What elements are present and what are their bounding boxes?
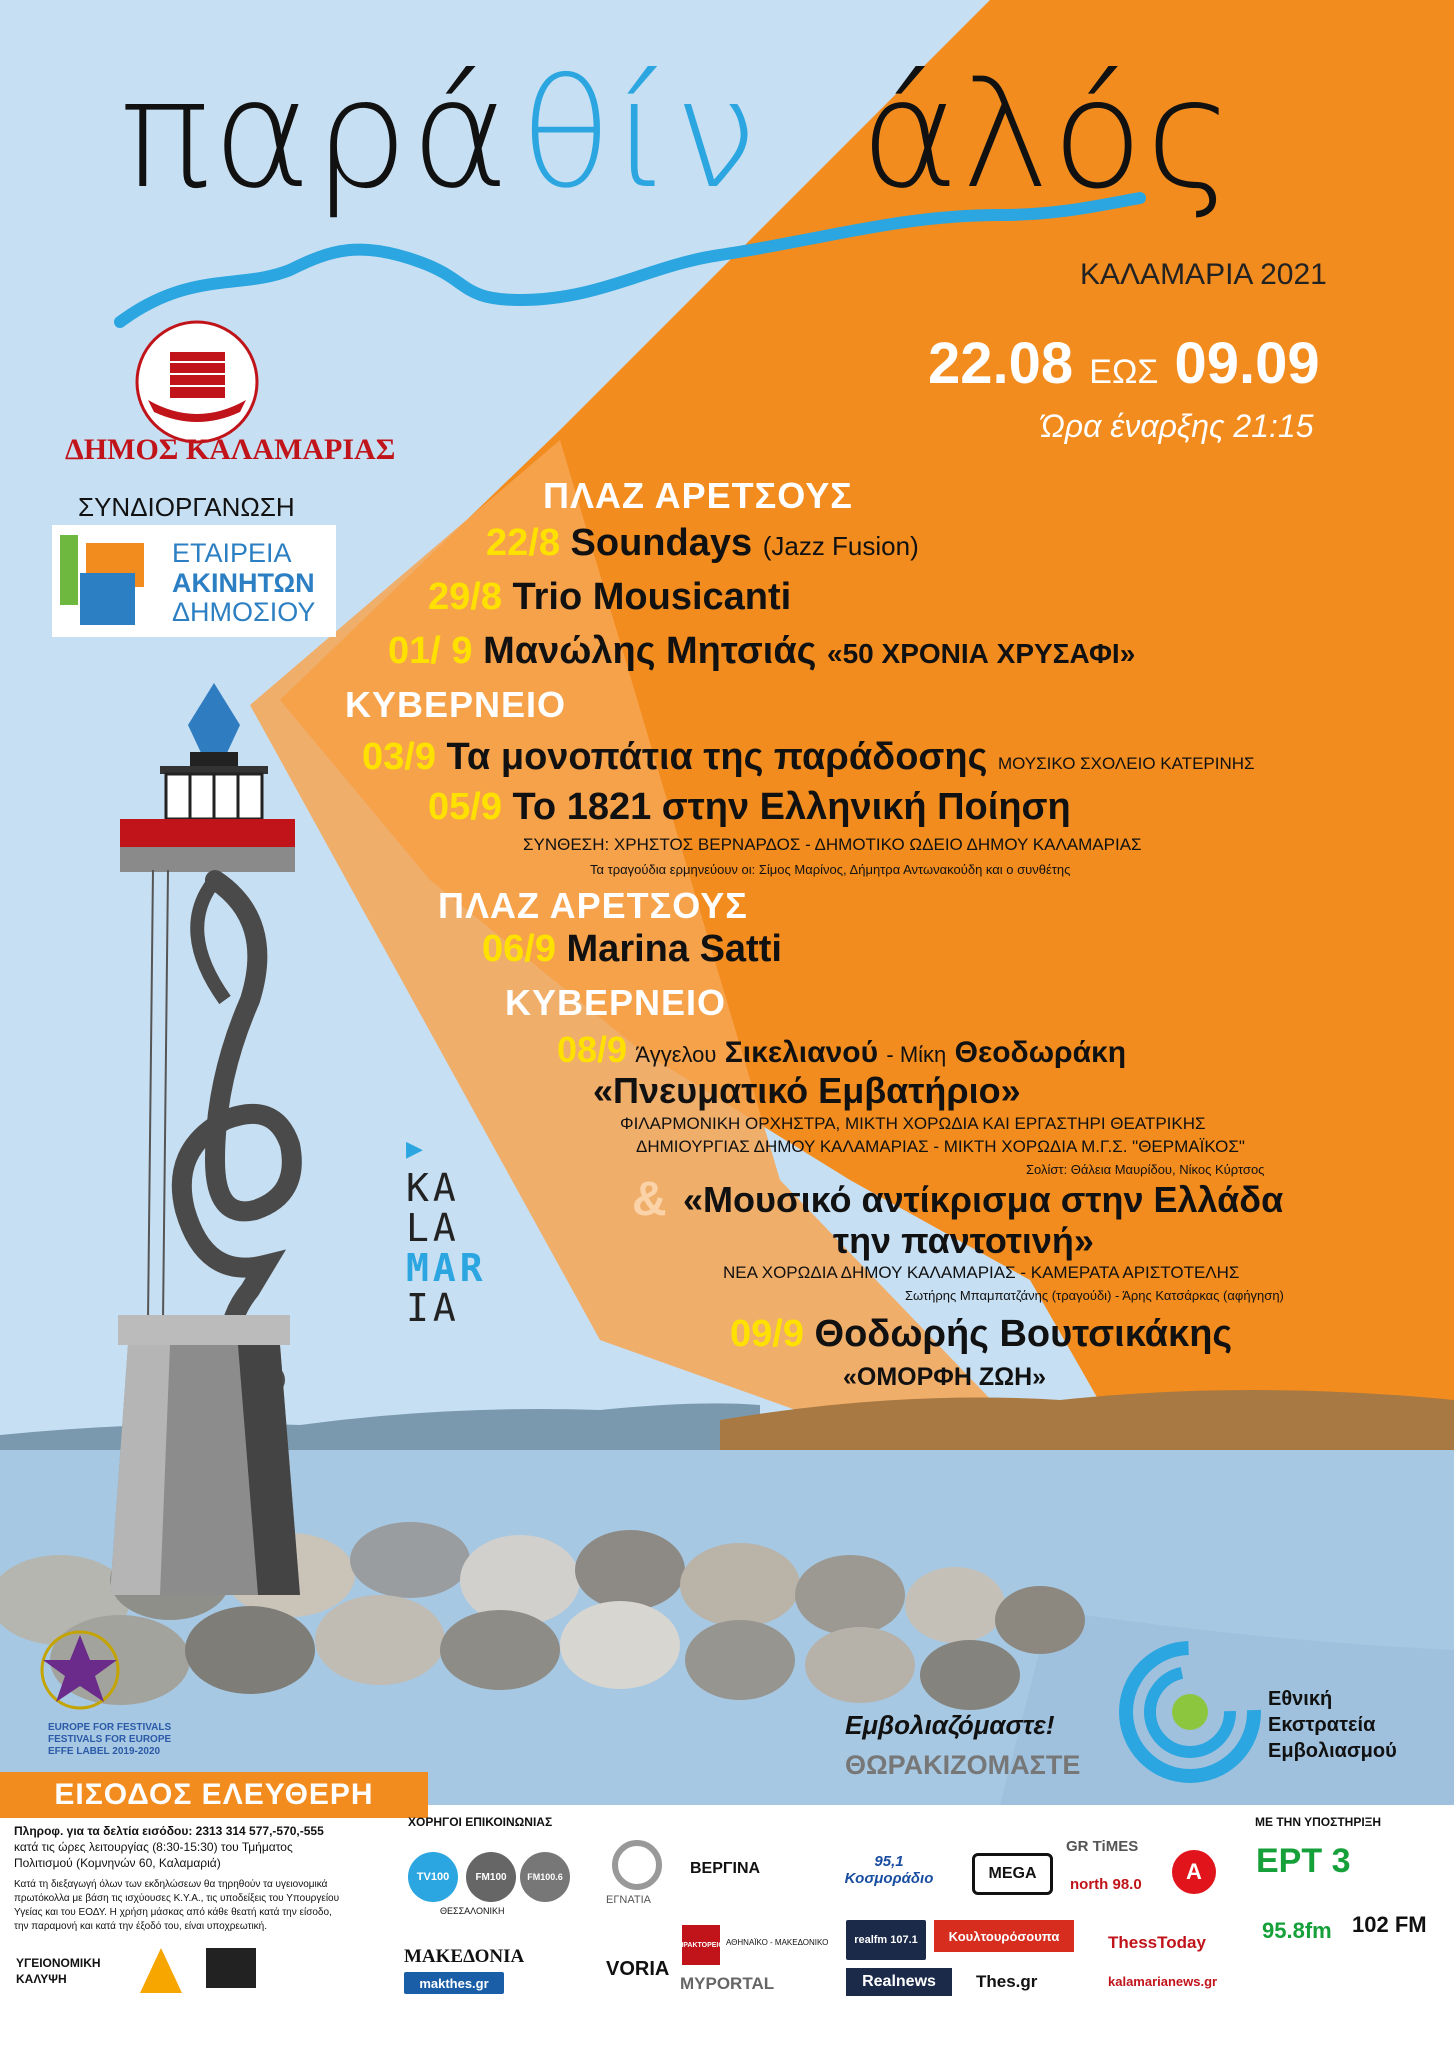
venue-heading: ΠΛΑΖ ΑΡΕΤΣΟΥΣ <box>438 885 748 926</box>
ert-958-logo: 95.8fm <box>1262 1918 1332 1943</box>
event-date: 08/9 <box>557 1029 628 1070</box>
play-icon: ▶ <box>406 1136 423 1161</box>
realnews-logo: Realnews <box>846 1968 952 1996</box>
event-prefix: Άγγελου <box>635 1042 717 1067</box>
etad-text <box>172 539 315 628</box>
event-name: Το 1821 στην Ελληνική Ποίηση <box>512 786 1071 828</box>
health-coverage-label <box>16 1955 101 1987</box>
vaccine-campaign-text <box>1268 1686 1397 1764</box>
etad-logo <box>52 525 336 637</box>
free-entry-banner: ΕΙΣΟΔΟΣ ΕΛΕΥΘΕΡΗ <box>0 1772 428 1818</box>
vaccine-line-2: ΘΩΡΑΚΙΖΟΜΑΣΤΕ <box>845 1750 1081 1780</box>
festival-label-line: EFFE LABEL 2019-2020 <box>48 1746 161 1757</box>
event-row <box>428 578 791 616</box>
venue-heading: ΚΥΒΕΡΝΕΙΟ <box>505 982 727 1023</box>
praktoreio-logo: ΠΡΑΚΤΟΡΕΙΟ <box>682 1925 720 1965</box>
location-year: ΚΑΛΑΜΑΡΙΑ 2021 <box>1080 258 1327 291</box>
kalamaria-logo-line-4: IA <box>406 1286 460 1330</box>
vaccine-campaign-line: Εμβολιασμού <box>1268 1740 1397 1762</box>
event-row <box>557 1029 1127 1070</box>
ticket-info-line: κατά τις ώρες λειτουργίας (8:30-15:30) του Τμήματος <box>14 1840 293 1854</box>
egnatia-logo: ΕΓΝΑΤΙΑ <box>606 1894 651 1906</box>
event-date: 09/9 <box>730 1313 804 1355</box>
ship-logo <box>137 322 257 442</box>
etad-line-2: ΑΚΙΝΗΤΩΝ <box>172 567 315 598</box>
makthes-logo: makthes.gr <box>404 1972 504 1994</box>
ticket-info <box>14 1823 414 1871</box>
event-name: Marina Satti <box>566 928 782 970</box>
kalamaria-logo-line-2: LA <box>406 1206 460 1250</box>
covid-notice-line: Υγείας και του ΕΟΔΥ. Η χρήση μάσκας από κάθε θεατή κατά την είσοδο, <box>14 1907 332 1918</box>
tv100-logo: TV100 <box>408 1852 458 1902</box>
event-detail: Τα τραγούδια ερμηνεύουν οι: Σίμος Μαρίνος, Δήμητρα Αντωνακούδη και ο συνθέτης <box>590 862 1071 877</box>
support-label: ΜΕ ΤΗΝ ΥΠΟΣΤΗΡΙΞΗ <box>1255 1815 1382 1829</box>
covid-notice-line: την παραμονή και κατά την έξοδό του, είναι υποχρεωτική. <box>14 1921 268 1932</box>
fm100-logo: FM100 <box>466 1852 516 1902</box>
sponsors-label: ΧΟΡΗΓΟΙ ΕΠΙΚΟΙΝΩΝΙΑΣ <box>408 1815 553 1829</box>
vaccine-line-1: Εμβολιαζόμαστε! <box>845 1710 1055 1740</box>
event-detail: Σωτήρης Μπαμπατζάνης (τραγούδι) - Άρης Κατσάρκας (αφήγηση) <box>905 1288 1284 1303</box>
event-date: 22/8 <box>486 522 560 564</box>
north-logo: north 98.0 <box>1070 1876 1142 1893</box>
distant-hills <box>0 1403 760 1450</box>
event-date: 06/9 <box>482 928 556 970</box>
event-name: Μανώλης Μητσιάς <box>483 630 817 672</box>
thessaloniki-label: ΘΕΣΣΑΛΟΝΙΚΗ <box>440 1906 505 1916</box>
makedonia-logo: ΜΑΚΕΔΟΝΙΑ <box>404 1946 525 1967</box>
health-coverage-line: ΥΓΕΙΟΝΟΜΙΚΗ <box>16 1956 101 1970</box>
event-name: Θοδωρής Βουτσικάκης <box>814 1313 1233 1355</box>
event-detail: ΣΥΝΘΕΣΗ: ΧΡΗΣΤΟΣ ΒΕΡΝΑΡΔΟΣ - ΔΗΜΟΤΙΚΟ ΩΔΕΙΟ ΔΗΜΟΥ ΚΑΛΑΜΑΡΙΑΣ <box>523 835 1142 854</box>
title-word-2: θίν <box>520 48 760 222</box>
ticket-info-line: Πληροφ. για τα δελτία εισόδου: 2313 314 577,-570,-555 <box>14 1824 324 1838</box>
event-date: 01/ 9 <box>388 630 473 672</box>
etad-line-1: ΕΤΑΙΡΕΙΑ <box>172 538 292 568</box>
health-coverage-line: ΚΑΛΥΨΗ <box>16 1972 67 1986</box>
coorganization-label: ΣΥΝΔΙΟΡΓΑΝΩΣΗ <box>78 492 295 522</box>
date-range <box>928 330 1320 397</box>
vergina-logo: ΒΕΡΓΙΝΑ <box>690 1860 761 1877</box>
mega-logo: MEGA <box>972 1853 1053 1895</box>
kalamaria-logo-line-1: KA <box>406 1166 460 1210</box>
date-to: 09.09 <box>1174 331 1320 396</box>
thesstoday-logo: ThessToday <box>1108 1933 1206 1952</box>
event-detail: Σολίστ: Θάλεια Μαυρίδου, Νίκος Κύρτσος <box>1026 1162 1265 1177</box>
etad-icon-bar <box>60 535 78 605</box>
etad-icon-blue <box>80 573 135 625</box>
ampersand: & <box>632 1173 667 1226</box>
realfm-logo: realfm 107.1 <box>846 1920 926 1960</box>
title-word-3: άλός <box>860 48 1236 222</box>
event-name: Τα μονοπάτια της παράδοσης <box>446 736 988 778</box>
municipality-name: ΔΗΜΟΣ ΚΑΛΑΜΑΡΙΑΣ <box>65 433 396 466</box>
event-title: «Πνευματικό Εμβατήριο» <box>593 1070 1021 1111</box>
etad-line-3: ΔΗΜΟΣΙΟΥ <box>172 597 316 628</box>
event-name: Soundays <box>570 522 753 564</box>
event-extra: (Jazz Fusion) <box>762 531 919 561</box>
event-extra: «ΟΜΟΡΦΗ ΖΩΗ» <box>843 1363 1047 1391</box>
date-from: 22.08 <box>928 331 1074 396</box>
kalamaria-logo <box>406 1168 487 1328</box>
event-detail: ΝΕΑ ΧΟΡΩΔΙΑ ΔΗΜΟΥ ΚΑΛΑΜΑΡΙΑΣ - ΚΑΜΕΡΑΤΑ ΑΡΙΣΤΟΤΕΛΗΣ <box>723 1263 1240 1282</box>
covid-notice-line: Κατά τη διεξαγωγή όλων των εκδηλώσεων θα τηρηθούν τα υγειονομικά <box>14 1879 328 1890</box>
event-detail: ΦΙΛΑΡΜΟΝΙΚΗ ΟΡΧΗΣΤΡΑ, ΜΙΚΤΗ ΧΟΡΩΔΙΑ ΚΑΙ ΕΡΓΑΣΤΗΡΙ ΘΕΑΤΡΙΚΗΣ <box>620 1114 1206 1133</box>
start-time: Ώρα έναρξης 21:15 <box>1040 408 1314 444</box>
festival-label <box>48 1722 171 1758</box>
date-separator: ΕΩΣ <box>1089 353 1159 391</box>
ert-102-logo: 102 FM <box>1352 1912 1427 1937</box>
event-date: 29/8 <box>428 576 502 618</box>
title-word-1: παρά <box>120 48 512 222</box>
event-row <box>428 788 1071 826</box>
grtimes-logo: GR TiMES <box>1066 1838 1139 1855</box>
fm100-6-logo: FM100.6 <box>520 1852 570 1902</box>
event-title: την παντοτινή» <box>833 1220 1094 1261</box>
festival-label-line: EUROPE FOR FESTIVALS <box>48 1722 172 1733</box>
thes-logo: Thes.gr <box>976 1972 1038 1991</box>
event-row <box>482 930 782 968</box>
venue-heading: ΚΥΒΕΡΝΕΙΟ <box>345 684 567 725</box>
voria-logo: VORIA <box>606 1958 670 1980</box>
event-prefix: - Μίκη <box>886 1042 947 1067</box>
event-row <box>730 1315 1232 1353</box>
event-name: Θεοδωράκη <box>954 1036 1127 1069</box>
event-name: Trio Mousicanti <box>512 576 792 618</box>
ambulance-logo <box>206 1948 256 1988</box>
event-row <box>362 738 1255 776</box>
event-date: 05/9 <box>428 786 502 828</box>
festival-label-line: FESTIVALS FOR EUROPE <box>48 1734 172 1745</box>
event-extra: «50 ΧΡΟΝΙΑ ΧΡΥΣΑΦΙ» <box>827 638 1136 669</box>
vaccine-campaign-line: Εκστρατεία <box>1268 1714 1376 1736</box>
covid-notice-line: πρωτόκολλα με βάση τις ισχύουσες Κ.Υ.Α., τις υποδείξεις του Υπουργείου <box>14 1893 340 1904</box>
alpha-logo: A <box>1172 1850 1216 1894</box>
event-name: Σικελιανού <box>724 1036 879 1069</box>
kosmoradio-logo: 95,1 Κοσμοράδιο <box>834 1850 944 1890</box>
event-row <box>388 632 1135 670</box>
kalamarianews-logo: kalamarianews.gr <box>1108 1974 1218 1989</box>
ert3-logo: ΕΡΤ 3 <box>1256 1842 1351 1880</box>
ame-label: ΑΘΗΝΑΪΚΟ - ΜΑΚΕΔΟΝΙΚΟ <box>726 1938 829 1947</box>
event-date: 03/9 <box>362 736 436 778</box>
event-row <box>486 524 919 562</box>
event-detail: ΔΗΜΙΟΥΡΓΙΑΣ ΔΗΜΟΥ ΚΑΛΑΜΑΡΙΑΣ - ΜΙΚΤΗ ΧΟΡΩΔΙΑ Μ.Γ.Σ. "ΘΕΡΜΑΪΚΟΣ" <box>636 1137 1245 1156</box>
egnatia-eye-icon <box>612 1840 662 1890</box>
koultouroupa-logo: Κουλτουρόσουπα <box>934 1920 1074 1952</box>
covid-notice <box>14 1878 424 1934</box>
ticket-info-line: Πολιτισμού (Κομνηνών 60, Καλαμαριά) <box>14 1856 221 1870</box>
lighthouse <box>110 683 300 1595</box>
vaccine-campaign-line: Εθνική <box>1268 1688 1333 1710</box>
event-extra: ΜΟΥΣΙΚΟ ΣΧΟΛΕΙΟ ΚΑΤΕΡΙΝΗΣ <box>997 754 1255 773</box>
event-title: «Μουσικό αντίκρισμα στην Ελλάδα <box>683 1179 1284 1220</box>
kalamaria-logo-line-3: MAR <box>406 1246 487 1290</box>
myportal-logo: MYPORTAL <box>680 1974 775 1993</box>
venue-heading: ΠΛΑΖ ΑΡΕΤΣΟΥΣ <box>543 475 853 516</box>
